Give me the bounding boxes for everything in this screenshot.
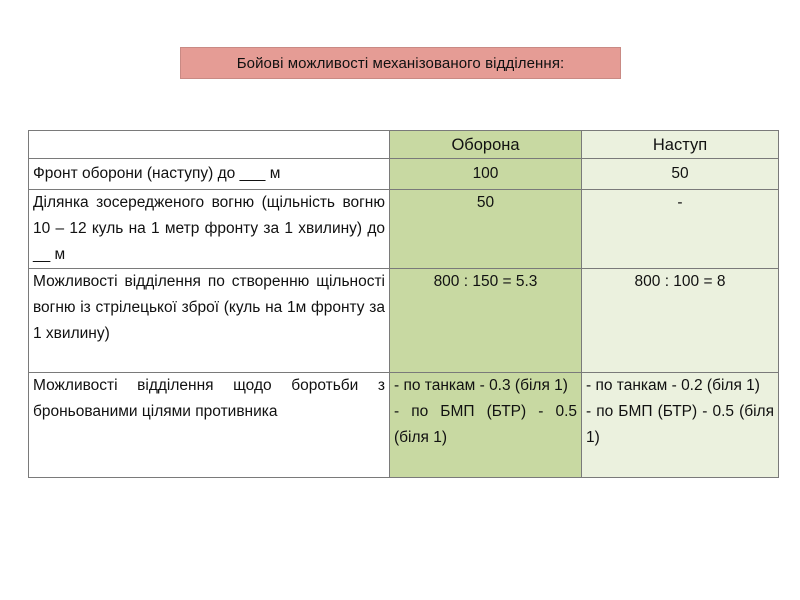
table-row	[29, 373, 779, 478]
defense-value: 800 : 150 = 5.3	[390, 269, 582, 373]
row-label: Можливості відділення щодо боротьби з броньованими цілями противника	[29, 373, 390, 478]
row-label: Ділянка зосередженого вогню (щільність вогню 10 – 12 куль на 1 метр фронту за 1 хвилину) до __ м	[29, 190, 390, 269]
table-row	[29, 269, 779, 373]
list-item: - по танкам - 0.2 (біля 1)	[586, 377, 760, 394]
defense-value: 50	[390, 190, 582, 269]
table-row	[29, 159, 779, 190]
offense-value: 800 : 100 = 8	[582, 269, 779, 373]
list-item: - по БМП (БТР) - 0.5 (біля 1)	[394, 403, 577, 446]
table-header-row	[29, 131, 779, 159]
table-row	[29, 190, 779, 269]
defense-value: 100	[390, 159, 582, 190]
offense-value: 50	[582, 159, 779, 190]
row-label: Можливості відділення по створенню щільності вогню із стрілецької зброї (куль на 1м фронту за 1 хвилину)	[29, 269, 390, 373]
combat-capabilities-table	[28, 130, 779, 478]
defense-items	[390, 373, 582, 478]
offense-items	[582, 373, 779, 478]
row-label: Фронт оборони (наступу) до ___ м	[29, 159, 390, 190]
list-item: - по БМП (БТР) - 0.5 (біля 1)	[586, 403, 774, 446]
offense-value: -	[582, 190, 779, 269]
header-defense: Оборона	[390, 131, 582, 159]
header-offense: Наступ	[582, 131, 779, 159]
list-item: - по танкам - 0.3 (біля 1)	[394, 377, 568, 394]
page-title: Бойові можливості механізованого відділення:	[180, 47, 621, 79]
header-empty-cell	[29, 131, 390, 159]
